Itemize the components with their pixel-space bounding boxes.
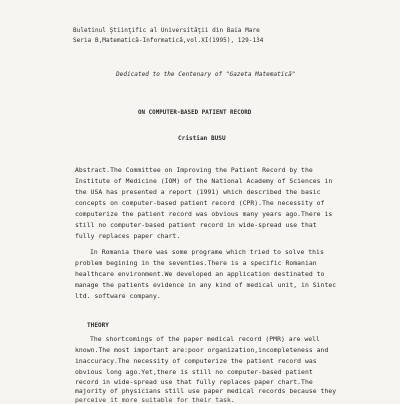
- abstract-line: computerize the patient record was obvious many years ago.There is: [75, 210, 333, 218]
- dedication: Dedicated to the Centenary of "Gazeta Matematică": [116, 71, 296, 78]
- author-name: Cristian BUSU: [178, 135, 226, 142]
- romania-paragraph-line: In Romania there was some programe which tried to solve this: [90, 248, 324, 256]
- abstract-line: fully replaces paper chart.: [75, 232, 181, 240]
- abstract-line: still no computer-based patient record in wide-spread use that: [75, 221, 317, 229]
- journal-header-line-2: Seria B,Matematică-Informatică,vol.XI(1995), 129-134: [73, 37, 264, 44]
- section-heading-theory: THEORY: [87, 322, 109, 329]
- paper-title: ON COMPUTER-BASED PATIENT RECORD: [138, 110, 252, 116]
- romania-paragraph-line: problem begining in the seventies.There is a specific Romanian: [75, 259, 317, 267]
- theory-paragraph-line: perceive it more suitable for their task.: [75, 396, 235, 404]
- theory-paragraph-line: record in wide-spread use that fully replaces paper chart.The: [75, 378, 313, 386]
- romania-paragraph-line: manage the patients evidence in any kind of medical unit, in Sintec: [75, 281, 337, 289]
- theory-paragraph-line: The shortcomings of the paper medical record (PMR) are well: [90, 335, 320, 343]
- theory-paragraph-line: majority of physicians still use paper medical records because they: [75, 387, 337, 395]
- romania-paragraph-line: healthcare environment.We developed an application destinated to: [75, 270, 325, 278]
- abstract-line: the USA has presented a report (1991) which described the basic: [75, 188, 321, 196]
- romania-paragraph-line: ltd. software company.: [75, 292, 161, 300]
- abstract-line: Institute of Medicine (IOM) of the National Academy of Sciences in: [75, 177, 333, 185]
- abstract-line: Abstract.The Committee on Improving the Patient Record by the: [75, 166, 313, 174]
- theory-paragraph-line: obvious long ago.Yet,there is still no computer-based patient: [75, 368, 313, 376]
- theory-paragraph-line: inaccuracy.The necessity of computerize the patient record was: [75, 357, 317, 365]
- abstract-line: concepts on computer-based patient record (CPR).The necessity of: [75, 199, 325, 207]
- theory-paragraph-line: known.The most important are:poor organization,incompleteness and: [75, 346, 329, 354]
- journal-header-line-1: Buletinul Ştiinţific al Universităţii din Baia Mare: [73, 27, 260, 34]
